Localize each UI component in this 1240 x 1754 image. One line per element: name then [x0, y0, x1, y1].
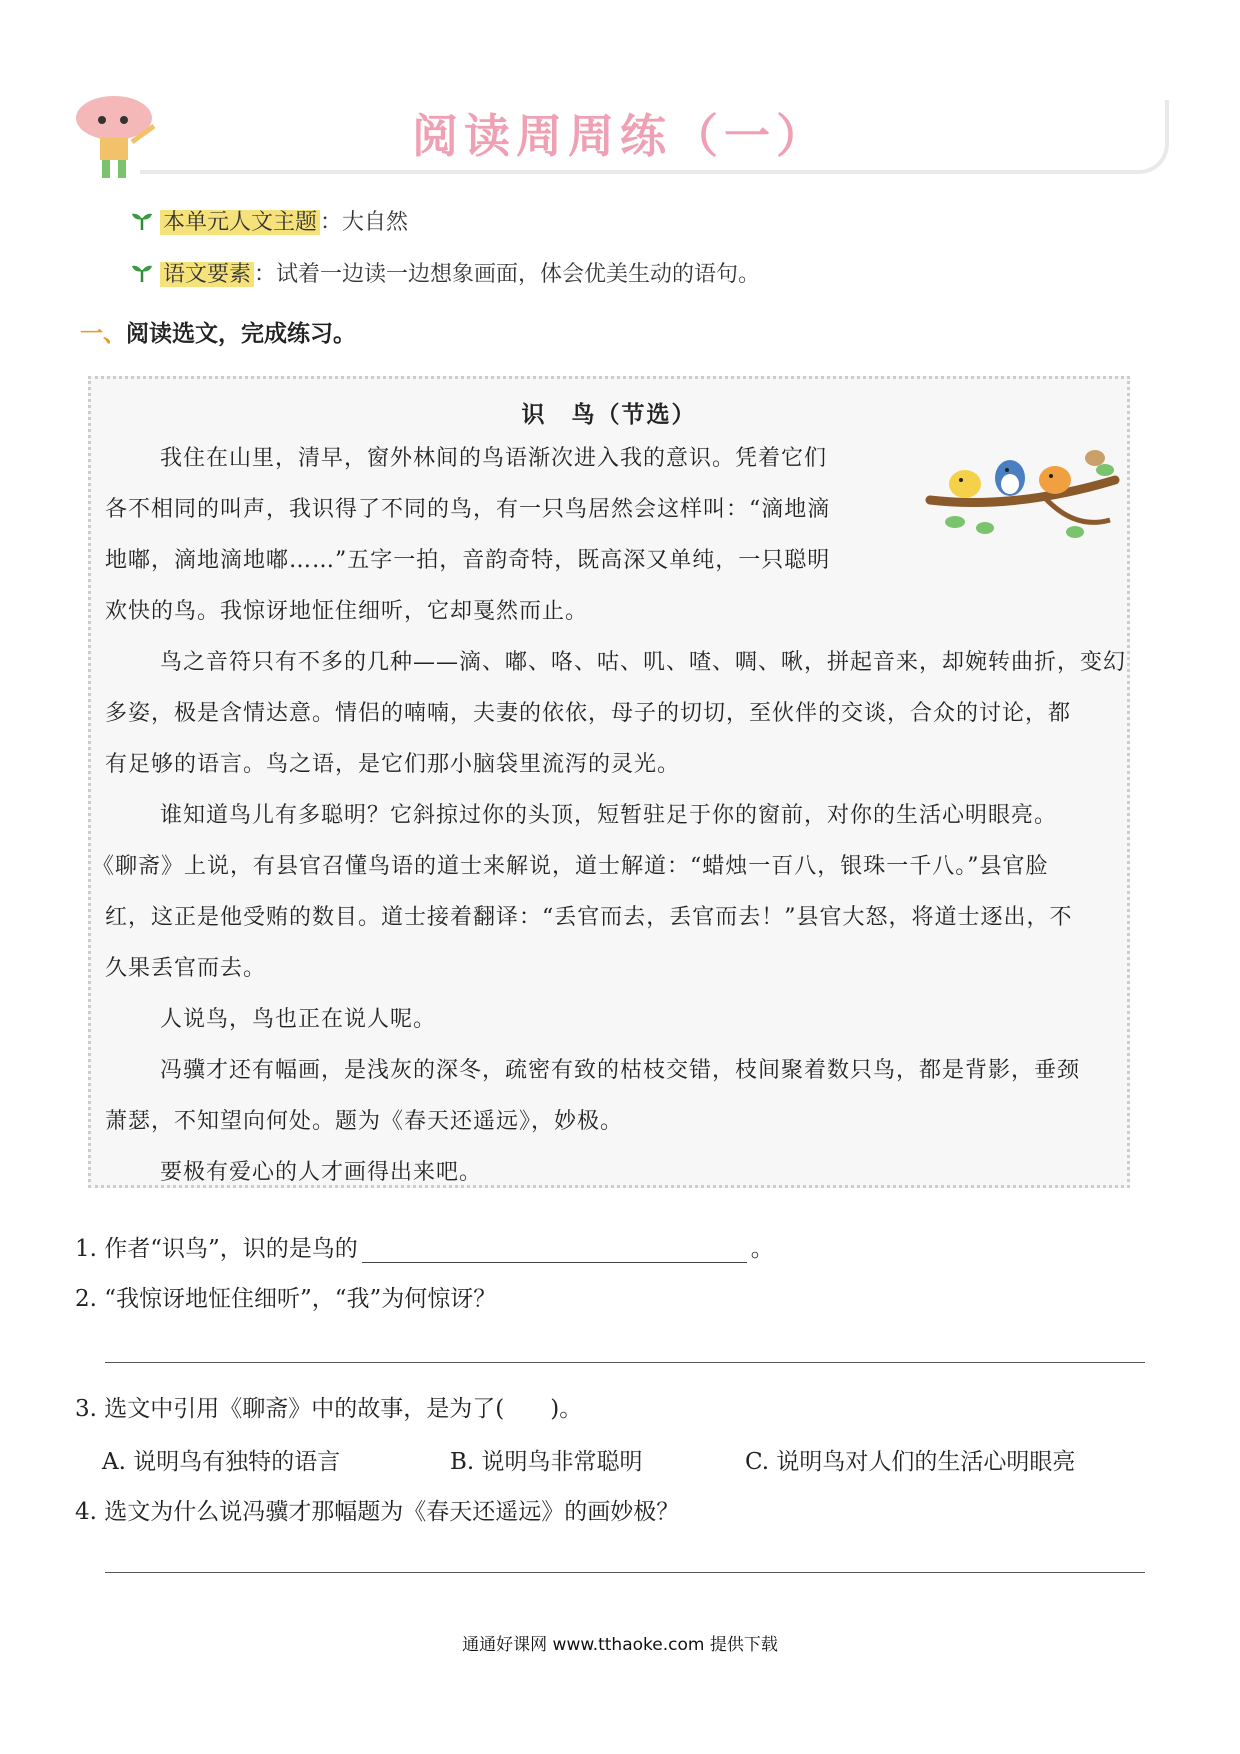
answer-line[interactable]	[105, 1572, 1145, 1573]
theme-value: ：大自然	[320, 210, 409, 235]
section-number: 一、	[80, 321, 126, 347]
passage-line: 谁知道鸟儿有多聪明？它斜掠过你的头顶，短暂驻足于你的窗前，对你的生活心明眼亮。	[160, 803, 1058, 828]
theme-label: 本单元人文主题	[160, 210, 320, 235]
option-b[interactable]: B. 说明鸟非常聪明	[450, 1449, 643, 1475]
question-2: 2. “我惊讶地怔住细听”，“我”为何惊讶？	[75, 1286, 497, 1312]
passage-line: 鸟之音符只有不多的几种——滴、嘟、咯、咕、叽、喳、啁、啾，拼起音来，却婉转曲折，变幻	[160, 650, 1127, 675]
passage-line: 《聊斋》上说，有县官召懂鸟语的道士来解说，道士解道：“蜡烛一百八，银珠一千八。”县官脸	[92, 854, 1049, 879]
option-a[interactable]: A. 说明鸟有独特的语言	[102, 1449, 341, 1475]
passage-line: 要极有爱心的人才画得出来吧。	[160, 1160, 483, 1185]
option-c[interactable]: C. 说明鸟对人们的生活心明眼亮	[745, 1449, 1076, 1475]
question-1-text: 1. 作者“识鸟”，识的是鸟的	[75, 1236, 358, 1262]
section-heading	[80, 315, 356, 348]
passage-line: 地嘟，滴地滴地嘟……”五字一拍，音韵奇特，既高深又单纯，一只聪明	[105, 548, 831, 573]
question-1-end: 。	[750, 1236, 774, 1262]
unit-element-row	[130, 257, 760, 288]
passage-line: 红，这正是他受贿的数目。道士接着翻译：“丢官而去，丢官而去！”县官大怒，将道士逐出，不	[105, 905, 1073, 930]
passage-line: 各不相同的叫声，我识得了不同的鸟，有一只鸟居然会这样叫：“滴地滴	[105, 497, 831, 522]
element-value: ：试着一边读一边想象画面，体会优美生动的语句。	[254, 262, 761, 287]
passage-line: 人说鸟，鸟也正在说人呢。	[160, 1007, 437, 1032]
answer-line[interactable]	[105, 1362, 1145, 1363]
footer-credit: 通通好课网 www.tthaoke.com 提供下载	[462, 1635, 778, 1655]
page-title: 阅读周周练（一）	[412, 109, 828, 163]
answer-blank[interactable]	[362, 1240, 747, 1263]
question-3: 3. 选文中引用《聊斋》中的故事，是为了( )。	[75, 1396, 583, 1422]
sprout-icon	[130, 208, 154, 232]
question-4: 4. 选文为什么说冯骥才那幅题为《春天还遥远》的画妙极？	[75, 1499, 680, 1525]
passage-line: 萧瑟，不知望向何处。题为《春天还遥远》，妙极。	[105, 1109, 624, 1134]
birds-on-branch-illustration	[925, 440, 1120, 560]
element-label: 语文要素	[160, 262, 254, 287]
passage-title: 识 鸟（节选）	[521, 401, 697, 428]
passage-line: 有足够的语言。鸟之语，是它们那小脑袋里流泻的灵光。	[105, 752, 681, 777]
section-heading-text: 阅读选文，完成练习。	[126, 321, 356, 347]
question-1	[75, 1230, 774, 1263]
passage-line: 多姿，极是含情达意。情侣的喃喃，夫妻的依依，母子的切切，至伙伴的交谈，合众的讨论，都	[105, 701, 1072, 726]
passage-line: 冯骥才还有幅画，是浅灰的深冬，疏密有致的枯枝交错，枝间聚着数只鸟，都是背影，垂颈	[160, 1058, 1081, 1083]
sprout-icon	[130, 260, 154, 284]
unit-theme-row	[130, 205, 408, 236]
passage-line: 久果丢官而去。	[105, 956, 267, 981]
passage-line: 欢快的鸟。我惊讶地怔住细听，它却戛然而止。	[105, 599, 589, 624]
passage-line: 我住在山里，清早，窗外林间的鸟语渐次进入我的意识。凭着它们	[160, 446, 828, 471]
